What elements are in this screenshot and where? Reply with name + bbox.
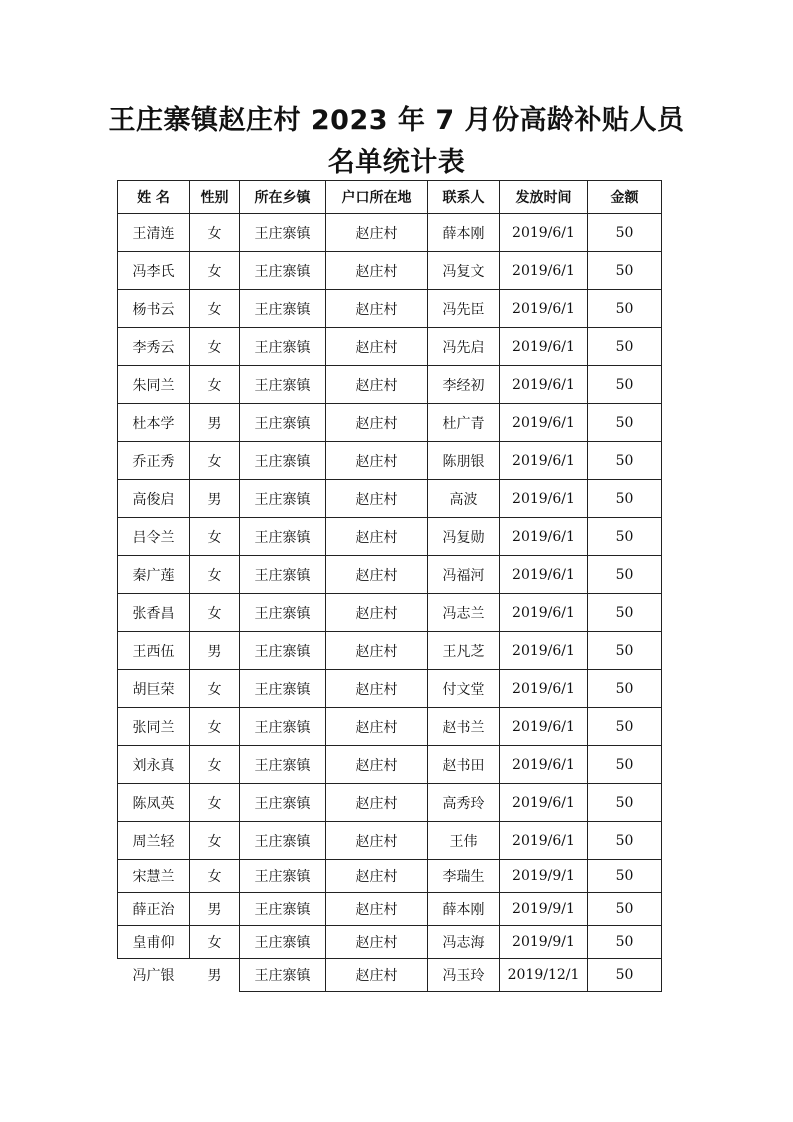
header-gender: 性别 [190, 181, 240, 214]
cell-amount: 50 [588, 784, 662, 822]
table-row [118, 893, 662, 926]
table-row [118, 746, 662, 784]
cell-name: 张香昌 [118, 594, 190, 632]
cell-amount: 50 [588, 404, 662, 442]
cell-town: 王庄寨镇 [240, 290, 326, 328]
document-title-line-1: 王庄寨镇赵庄村 2023 年 7 月份高龄补贴人员 [108, 105, 685, 136]
cell-issue-date: 2019/6/1 [500, 708, 588, 746]
cell-amount: 50 [588, 480, 662, 518]
cell-amount: 50 [588, 860, 662, 893]
cell-amount: 50 [588, 442, 662, 480]
cell-contact: 高秀玲 [428, 784, 500, 822]
cell-issue-date: 2019/6/1 [500, 290, 588, 328]
cell-amount: 50 [588, 893, 662, 926]
cell-household-registration: 赵庄村 [326, 926, 428, 959]
cell-town: 王庄寨镇 [240, 959, 326, 992]
cell-contact: 冯玉玲 [428, 959, 500, 992]
cell-name: 朱同兰 [118, 366, 190, 404]
table-row [118, 252, 662, 290]
cell-gender: 男 [190, 893, 240, 926]
cell-name: 张同兰 [118, 708, 190, 746]
cell-gender: 女 [190, 594, 240, 632]
cell-contact: 冯先启 [428, 328, 500, 366]
cell-contact: 冯先臣 [428, 290, 500, 328]
cell-issue-date: 2019/6/1 [500, 252, 588, 290]
cell-gender: 女 [190, 822, 240, 860]
cell-gender: 女 [190, 366, 240, 404]
cell-amount: 50 [588, 594, 662, 632]
cell-household-registration: 赵庄村 [326, 708, 428, 746]
cell-town: 王庄寨镇 [240, 893, 326, 926]
cell-household-registration: 赵庄村 [326, 594, 428, 632]
cell-gender: 女 [190, 556, 240, 594]
cell-name: 皇甫仰 [118, 926, 190, 959]
cell-gender: 男 [190, 404, 240, 442]
cell-contact: 冯福河 [428, 556, 500, 594]
cell-contact: 高波 [428, 480, 500, 518]
cell-household-registration: 赵庄村 [326, 746, 428, 784]
cell-gender: 男 [190, 959, 240, 992]
cell-household-registration: 赵庄村 [326, 480, 428, 518]
cell-amount: 50 [588, 632, 662, 670]
cell-name: 吕令兰 [118, 518, 190, 556]
cell-household-registration: 赵庄村 [326, 860, 428, 893]
cell-gender: 女 [190, 670, 240, 708]
cell-issue-date: 2019/6/1 [500, 366, 588, 404]
cell-household-registration: 赵庄村 [326, 366, 428, 404]
cell-town: 王庄寨镇 [240, 926, 326, 959]
cell-household-registration: 赵庄村 [326, 328, 428, 366]
cell-amount: 50 [588, 959, 662, 992]
cell-household-registration: 赵庄村 [326, 442, 428, 480]
cell-town: 王庄寨镇 [240, 632, 326, 670]
document-title-line-2: 名单统计表 [327, 147, 466, 178]
cell-issue-date: 2019/6/1 [500, 632, 588, 670]
cell-amount: 50 [588, 366, 662, 404]
cell-household-registration: 赵庄村 [326, 214, 428, 252]
cell-name: 刘永真 [118, 746, 190, 784]
cell-name: 杨书云 [118, 290, 190, 328]
cell-name: 李秀云 [118, 328, 190, 366]
cell-name: 陈凤英 [118, 784, 190, 822]
header-town: 所在乡镇 [240, 181, 326, 214]
subsidy-table [117, 180, 662, 992]
cell-contact: 赵书兰 [428, 708, 500, 746]
table-row [118, 670, 662, 708]
table-row [118, 708, 662, 746]
cell-gender: 女 [190, 708, 240, 746]
table-row [118, 959, 662, 992]
table-row [118, 784, 662, 822]
table-row [118, 632, 662, 670]
cell-gender: 女 [190, 214, 240, 252]
cell-town: 王庄寨镇 [240, 594, 326, 632]
table-row [118, 328, 662, 366]
cell-name: 宋慧兰 [118, 860, 190, 893]
cell-town: 王庄寨镇 [240, 252, 326, 290]
cell-name: 高俊启 [118, 480, 190, 518]
cell-gender: 男 [190, 632, 240, 670]
cell-town: 王庄寨镇 [240, 822, 326, 860]
header-name: 姓 名 [118, 181, 190, 214]
cell-household-registration: 赵庄村 [326, 252, 428, 290]
cell-town: 王庄寨镇 [240, 404, 326, 442]
cell-issue-date: 2019/6/1 [500, 556, 588, 594]
cell-contact: 冯复勋 [428, 518, 500, 556]
cell-household-registration: 赵庄村 [326, 893, 428, 926]
cell-town: 王庄寨镇 [240, 670, 326, 708]
cell-town: 王庄寨镇 [240, 708, 326, 746]
cell-name: 王清连 [118, 214, 190, 252]
cell-issue-date: 2019/6/1 [500, 784, 588, 822]
cell-gender: 女 [190, 926, 240, 959]
cell-town: 王庄寨镇 [240, 214, 326, 252]
cell-issue-date: 2019/6/1 [500, 442, 588, 480]
cell-household-registration: 赵庄村 [326, 822, 428, 860]
cell-amount: 50 [588, 556, 662, 594]
cell-household-registration: 赵庄村 [326, 556, 428, 594]
cell-gender: 女 [190, 252, 240, 290]
cell-household-registration: 赵庄村 [326, 670, 428, 708]
cell-name: 冯李氏 [118, 252, 190, 290]
cell-amount: 50 [588, 708, 662, 746]
cell-issue-date: 2019/9/1 [500, 860, 588, 893]
cell-amount: 50 [588, 328, 662, 366]
header-contact: 联系人 [428, 181, 500, 214]
cell-name: 胡巨荣 [118, 670, 190, 708]
cell-name: 秦广莲 [118, 556, 190, 594]
cell-household-registration: 赵庄村 [326, 784, 428, 822]
cell-town: 王庄寨镇 [240, 328, 326, 366]
cell-name: 杜本学 [118, 404, 190, 442]
table-row [118, 214, 662, 252]
cell-contact: 李瑞生 [428, 860, 500, 893]
cell-town: 王庄寨镇 [240, 860, 326, 893]
cell-name: 王西伍 [118, 632, 190, 670]
cell-household-registration: 赵庄村 [326, 518, 428, 556]
table-row [118, 480, 662, 518]
cell-issue-date: 2019/6/1 [500, 214, 588, 252]
cell-amount: 50 [588, 252, 662, 290]
cell-issue-date: 2019/6/1 [500, 670, 588, 708]
table-row [118, 594, 662, 632]
cell-town: 王庄寨镇 [240, 784, 326, 822]
cell-contact: 冯志兰 [428, 594, 500, 632]
cell-amount: 50 [588, 822, 662, 860]
table-row [118, 366, 662, 404]
cell-issue-date: 2019/9/1 [500, 926, 588, 959]
cell-contact: 杜广青 [428, 404, 500, 442]
cell-contact: 付文堂 [428, 670, 500, 708]
cell-name: 乔正秀 [118, 442, 190, 480]
cell-gender: 女 [190, 746, 240, 784]
table-row [118, 556, 662, 594]
cell-gender: 女 [190, 784, 240, 822]
cell-contact: 薛本刚 [428, 214, 500, 252]
table-row [118, 926, 662, 959]
cell-town: 王庄寨镇 [240, 556, 326, 594]
cell-contact: 王伟 [428, 822, 500, 860]
cell-name: 冯广银 [118, 959, 190, 992]
cell-contact: 冯复文 [428, 252, 500, 290]
cell-contact: 李经初 [428, 366, 500, 404]
cell-amount: 50 [588, 214, 662, 252]
cell-name: 薛正治 [118, 893, 190, 926]
cell-household-registration: 赵庄村 [326, 959, 428, 992]
cell-household-registration: 赵庄村 [326, 404, 428, 442]
table-header-row [118, 181, 662, 214]
cell-issue-date: 2019/6/1 [500, 822, 588, 860]
header-issue-date: 发放时间 [500, 181, 588, 214]
cell-issue-date: 2019/6/1 [500, 594, 588, 632]
cell-gender: 女 [190, 290, 240, 328]
cell-gender: 女 [190, 860, 240, 893]
cell-town: 王庄寨镇 [240, 746, 326, 784]
header-household-registration: 户口所在地 [326, 181, 428, 214]
cell-contact: 冯志海 [428, 926, 500, 959]
cell-gender: 女 [190, 442, 240, 480]
cell-amount: 50 [588, 670, 662, 708]
header-amount: 金额 [588, 181, 662, 214]
table-row [118, 442, 662, 480]
cell-household-registration: 赵庄村 [326, 290, 428, 328]
cell-contact: 薛本刚 [428, 893, 500, 926]
cell-gender: 女 [190, 328, 240, 366]
cell-issue-date: 2019/6/1 [500, 518, 588, 556]
cell-issue-date: 2019/6/1 [500, 404, 588, 442]
cell-issue-date: 2019/9/1 [500, 893, 588, 926]
cell-amount: 50 [588, 926, 662, 959]
cell-amount: 50 [588, 746, 662, 784]
table-row [118, 860, 662, 893]
cell-issue-date: 2019/12/1 [500, 959, 588, 992]
cell-amount: 50 [588, 290, 662, 328]
cell-town: 王庄寨镇 [240, 480, 326, 518]
cell-town: 王庄寨镇 [240, 518, 326, 556]
cell-amount: 50 [588, 518, 662, 556]
cell-gender: 女 [190, 518, 240, 556]
table-row [118, 404, 662, 442]
table-row [118, 822, 662, 860]
cell-town: 王庄寨镇 [240, 366, 326, 404]
cell-name: 周兰轻 [118, 822, 190, 860]
table-row [118, 518, 662, 556]
cell-issue-date: 2019/6/1 [500, 480, 588, 518]
table-row [118, 290, 662, 328]
cell-town: 王庄寨镇 [240, 442, 326, 480]
cell-gender: 男 [190, 480, 240, 518]
cell-household-registration: 赵庄村 [326, 632, 428, 670]
cell-issue-date: 2019/6/1 [500, 328, 588, 366]
cell-issue-date: 2019/6/1 [500, 746, 588, 784]
cell-contact: 陈朋银 [428, 442, 500, 480]
cell-contact: 王凡芝 [428, 632, 500, 670]
cell-contact: 赵书田 [428, 746, 500, 784]
